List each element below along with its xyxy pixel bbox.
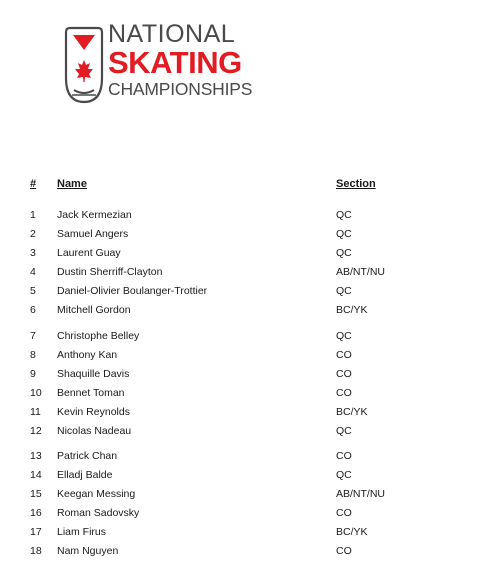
row-number: 3 [30,247,36,259]
row-number: 8 [30,349,36,361]
table-row [30,266,450,284]
table-row [30,285,450,303]
skater-name: Bennet Toman [57,387,125,399]
row-number: 2 [30,228,36,240]
row-number: 1 [30,209,36,221]
logo-line-championships: CHAMPIONSHIPS [108,79,253,99]
championship-logo [64,20,254,110]
skater-section: QC [336,285,352,297]
skater-name: Liam Firus [57,526,107,538]
row-number: 11 [30,406,41,418]
skater-section: QC [336,425,352,437]
table-row [30,507,450,525]
skater-name: Nam Nguyen [57,545,119,557]
skater-name: Elladj Balde [57,469,113,481]
row-number: 5 [30,285,36,297]
row-number: 4 [30,266,36,278]
row-number: 13 [30,450,42,462]
header-number: # [30,178,37,190]
skater-section: QC [336,247,352,259]
skater-name: Dustin Sherriff-Clayton [57,266,163,278]
table-row [30,469,450,487]
row-number: 10 [30,387,42,399]
row-number: 14 [30,469,42,481]
table-row [30,349,450,367]
skater-name: Jack Kermezian [57,209,132,221]
skater-section: CO [336,450,352,462]
table-row [30,304,450,322]
table-row [30,488,450,506]
skater-section: CO [336,349,352,361]
table-row [30,387,450,405]
row-number: 7 [30,330,36,342]
skater-name: Daniel-Olivier Boulanger-Trottier [57,285,208,297]
skater-name: Keegan Messing [57,488,136,500]
skater-section: QC [336,209,352,221]
skater-name: Roman Sadovsky [57,507,140,519]
logo-line-national: NATIONAL [108,20,236,48]
skater-section: AB/NT/NU [336,266,386,278]
row-number: 15 [30,488,42,500]
table-row [30,228,450,246]
logo-line-skating: SKATING [108,45,242,80]
skater-name: Nicolas Nadeau [57,425,132,437]
skater-section: CO [336,507,352,519]
header-name: Name [57,178,87,190]
skater-section: BC/YK [336,526,368,538]
row-number: 12 [30,425,42,437]
row-number: 17 [30,526,42,538]
table-row [30,545,450,563]
skater-section: QC [336,469,352,481]
row-number: 9 [30,368,36,380]
skater-section: AB/NT/NU [336,488,386,500]
table-row [30,209,450,227]
skater-section: QC [336,228,352,240]
row-number: 16 [30,507,42,519]
skater-name: Anthony Kan [57,349,118,361]
table-row [30,406,450,424]
skater-name: Kevin Reynolds [57,406,130,418]
skater-section: CO [336,368,352,380]
skater-name: Shaquille Davis [57,368,130,380]
table-row [30,330,450,348]
skater-section: CO [336,387,352,399]
table-row [30,450,450,468]
row-number: 18 [30,545,42,557]
skater-name: Mitchell Gordon [57,304,131,316]
header-section: Section [336,178,376,190]
skater-name: Christophe Belley [57,330,140,342]
logo-wordmark [108,20,258,100]
skater-section: BC/YK [336,304,368,316]
skater-name: Samuel Angers [57,228,129,240]
table-row [30,526,450,544]
table-row [30,425,450,443]
skater-name: Patrick Chan [57,450,118,462]
row-number: 6 [30,304,36,316]
table-row [30,368,450,386]
skater-section: BC/YK [336,406,368,418]
skater-name: Laurent Guay [57,247,121,259]
skate-maple-leaf-icon [64,24,104,106]
table-row [30,247,450,265]
skater-section: QC [336,330,352,342]
skater-section: CO [336,545,352,557]
